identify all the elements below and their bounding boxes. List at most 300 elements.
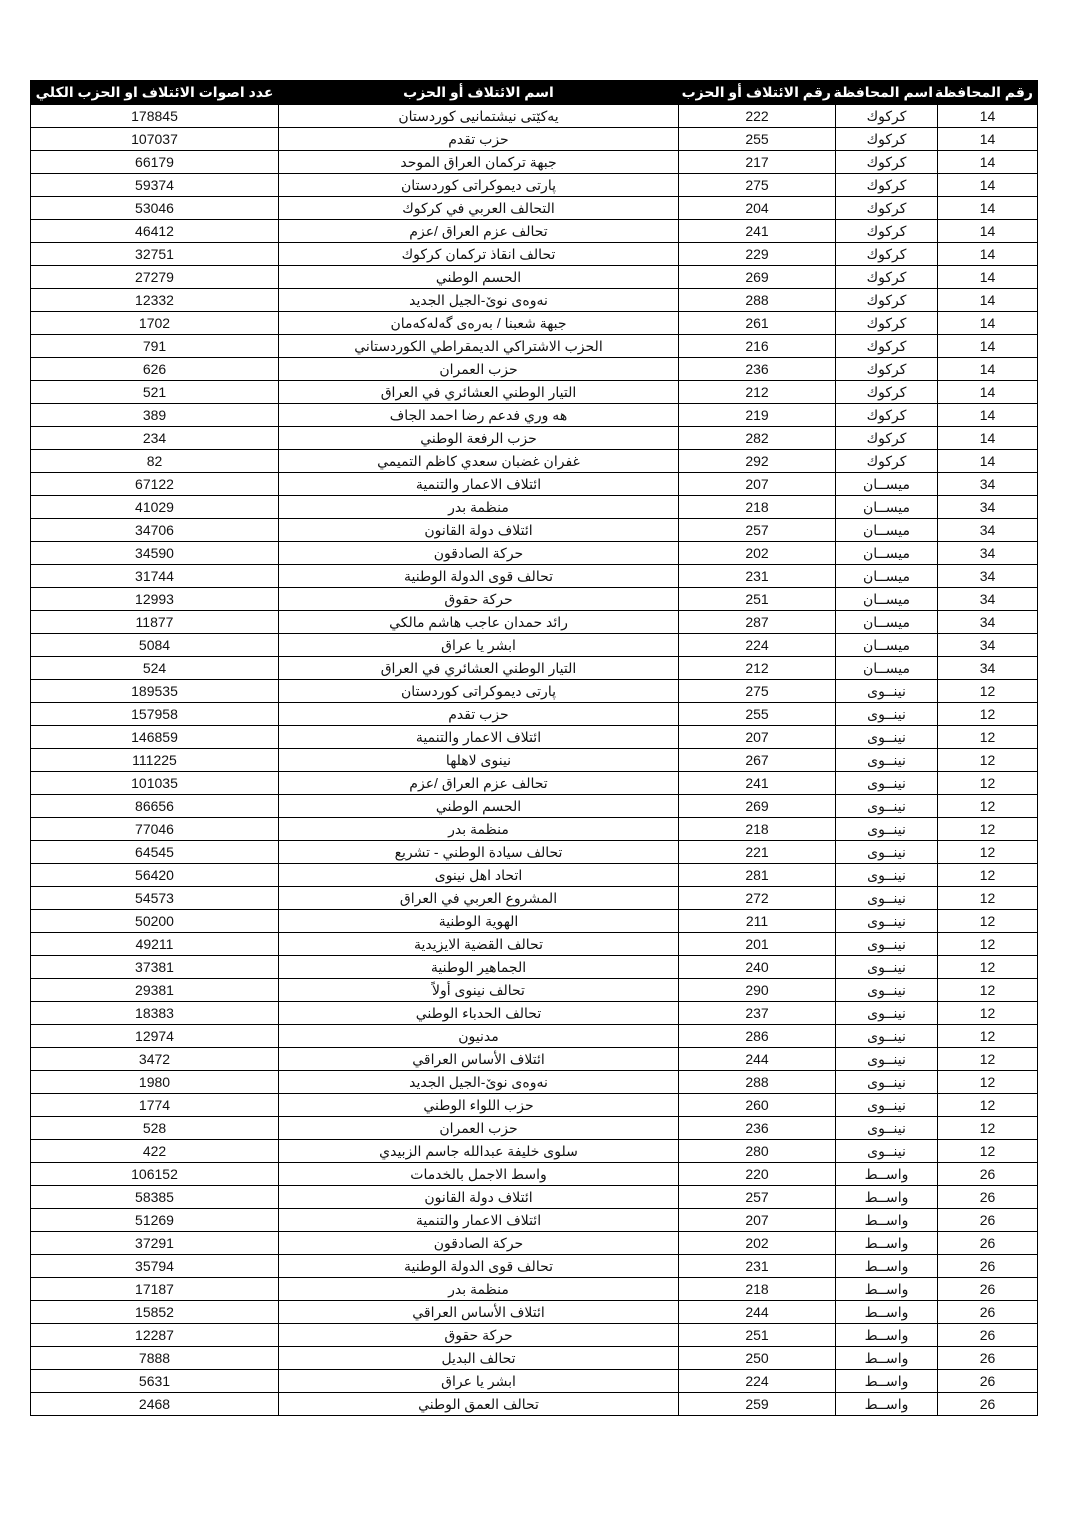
total-votes-cell: 34706: [31, 519, 279, 542]
table-row: [31, 197, 1038, 220]
party-number-cell: 240: [679, 956, 836, 979]
party-name-cell: الحسم الوطني: [279, 795, 679, 818]
election-results-table: [30, 80, 1038, 1416]
total-votes-cell: 31744: [31, 565, 279, 588]
governorate-number-cell: 12: [938, 979, 1038, 1002]
total-votes-cell: 12332: [31, 289, 279, 312]
governorate-name-cell: نينــوى: [836, 749, 938, 772]
governorate-number-cell: 14: [938, 266, 1038, 289]
governorate-number-cell: 34: [938, 496, 1038, 519]
party-name-cell: حركة حقوق: [279, 1324, 679, 1347]
party-name-cell: حزب العمران: [279, 358, 679, 381]
governorate-name-cell: ميســان: [836, 611, 938, 634]
governorate-number-cell: 12: [938, 703, 1038, 726]
governorate-name-cell: نينــوى: [836, 1002, 938, 1025]
governorate-name-cell: نينــوى: [836, 910, 938, 933]
table-row: [31, 519, 1038, 542]
party-name-cell: حزب تقدم: [279, 703, 679, 726]
governorate-name-cell: واســط: [836, 1347, 938, 1370]
party-number-cell: 212: [679, 381, 836, 404]
governorate-name-cell: كركوك: [836, 404, 938, 427]
governorate-name-cell: كركوك: [836, 381, 938, 404]
total-votes-cell: 12974: [31, 1025, 279, 1048]
governorate-name-cell: كركوك: [836, 312, 938, 335]
party-name-cell: تحالف انقاذ تركمان كركوك: [279, 243, 679, 266]
total-votes-cell: 528: [31, 1117, 279, 1140]
governorate-number-cell: 12: [938, 1071, 1038, 1094]
governorate-name-cell: نينــوى: [836, 818, 938, 841]
table-row: [31, 1094, 1038, 1117]
governorate-name-cell: كركوك: [836, 174, 938, 197]
party-number-cell: 275: [679, 174, 836, 197]
party-number-cell: 236: [679, 1117, 836, 1140]
governorate-name-cell: نينــوى: [836, 1048, 938, 1071]
party-name-cell: جبهة شعبنا / بەرەی گەلەکەمان: [279, 312, 679, 335]
governorate-number-cell: 14: [938, 128, 1038, 151]
governorate-number-cell: 12: [938, 841, 1038, 864]
table-row: [31, 749, 1038, 772]
party-number-cell: 222: [679, 105, 836, 128]
governorate-number-cell: 26: [938, 1186, 1038, 1209]
party-number-cell: 287: [679, 611, 836, 634]
governorate-name-cell: نينــوى: [836, 680, 938, 703]
total-votes-cell: 5631: [31, 1370, 279, 1393]
table-row: [31, 266, 1038, 289]
governorate-number-cell: 14: [938, 174, 1038, 197]
governorate-number-cell: 14: [938, 243, 1038, 266]
governorate-name-cell: كركوك: [836, 427, 938, 450]
party-number-cell: 221: [679, 841, 836, 864]
total-votes-cell: 34590: [31, 542, 279, 565]
total-votes-cell: 157958: [31, 703, 279, 726]
governorate-number-cell: 14: [938, 427, 1038, 450]
party-name-cell: تحالف عزم العراق /عزم: [279, 220, 679, 243]
table-row: [31, 979, 1038, 1002]
party-number-cell: 255: [679, 703, 836, 726]
governorate-number-cell: 12: [938, 1025, 1038, 1048]
governorate-number-cell: 34: [938, 611, 1038, 634]
total-votes-cell: 54573: [31, 887, 279, 910]
table-row: [31, 634, 1038, 657]
governorate-name-cell: كركوك: [836, 128, 938, 151]
party-name-cell: ائتلاف الاعمار والتنمية: [279, 726, 679, 749]
party-name-cell: حزب العمران: [279, 1117, 679, 1140]
table-row: [31, 450, 1038, 473]
party-name-cell: غفران غضبان سعدي كاظم التميمي: [279, 450, 679, 473]
governorate-name-cell: واســط: [836, 1370, 938, 1393]
governorate-number-cell: 12: [938, 818, 1038, 841]
table-row: [31, 151, 1038, 174]
governorate-name-cell: كركوك: [836, 358, 938, 381]
total-votes-cell: 17187: [31, 1278, 279, 1301]
governorate-name-cell: ميســان: [836, 542, 938, 565]
party-name-cell: سلوى خليفة عبدالله جاسم الزبيدي: [279, 1140, 679, 1163]
total-votes-cell: 106152: [31, 1163, 279, 1186]
party-number-cell: 211: [679, 910, 836, 933]
party-name-cell: التيار الوطني العشائري في العراق: [279, 657, 679, 680]
party-number-cell: 220: [679, 1163, 836, 1186]
table-row: [31, 1163, 1038, 1186]
table-row: [31, 887, 1038, 910]
total-votes-cell: 3472: [31, 1048, 279, 1071]
party-number-cell: 251: [679, 1324, 836, 1347]
party-number-cell: 275: [679, 680, 836, 703]
governorate-name-cell: ميســان: [836, 496, 938, 519]
party-name-cell: ائتلاف الاعمار والتنمية: [279, 473, 679, 496]
party-number-cell: 281: [679, 864, 836, 887]
governorate-name-cell: كركوك: [836, 289, 938, 312]
governorate-name-cell: نينــوى: [836, 841, 938, 864]
party-number-cell: 259: [679, 1393, 836, 1416]
party-name-cell: ائتلاف الأساس العراقي: [279, 1301, 679, 1324]
total-votes-cell: 7888: [31, 1347, 279, 1370]
party-number-cell: 269: [679, 266, 836, 289]
governorate-name-cell: واســط: [836, 1232, 938, 1255]
governorate-name-cell: واســط: [836, 1393, 938, 1416]
party-number-cell: 257: [679, 1186, 836, 1209]
party-name-cell: منظمة بدر: [279, 1278, 679, 1301]
party-number-cell: 244: [679, 1301, 836, 1324]
party-number-cell: 241: [679, 220, 836, 243]
total-votes-cell: 12993: [31, 588, 279, 611]
total-votes-cell: 107037: [31, 128, 279, 151]
party-name-cell: پارتی دیموکراتی کوردستان: [279, 680, 679, 703]
table-row: [31, 657, 1038, 680]
party-number-cell: 231: [679, 1255, 836, 1278]
governorate-name-cell: واســط: [836, 1324, 938, 1347]
governorate-name-cell: نينــوى: [836, 772, 938, 795]
governorate-name-cell: كركوك: [836, 335, 938, 358]
party-name-cell: ابشر يا عراق: [279, 1370, 679, 1393]
governorate-number-cell: 26: [938, 1163, 1038, 1186]
governorate-number-cell: 14: [938, 381, 1038, 404]
table-row: [31, 956, 1038, 979]
table-row: [31, 1025, 1038, 1048]
table-row: [31, 1370, 1038, 1393]
header-total-votes: عدد اصوات الائتلاف او الحزب الكلي: [31, 81, 279, 105]
results-sheet: [30, 80, 1037, 1416]
total-votes-cell: 111225: [31, 749, 279, 772]
governorate-number-cell: 12: [938, 864, 1038, 887]
party-number-cell: 224: [679, 634, 836, 657]
table-row: [31, 841, 1038, 864]
governorate-number-cell: 12: [938, 1002, 1038, 1025]
party-name-cell: حزب تقدم: [279, 128, 679, 151]
party-number-cell: 217: [679, 151, 836, 174]
party-name-cell: حركة حقوق: [279, 588, 679, 611]
total-votes-cell: 146859: [31, 726, 279, 749]
governorate-name-cell: كركوك: [836, 220, 938, 243]
governorate-name-cell: واســط: [836, 1163, 938, 1186]
party-number-cell: 255: [679, 128, 836, 151]
party-name-cell: ائتلاف الاعمار والتنمية: [279, 1209, 679, 1232]
table-row: [31, 1393, 1038, 1416]
total-votes-cell: 1702: [31, 312, 279, 335]
total-votes-cell: 791: [31, 335, 279, 358]
party-name-cell: تحالف القضية الايزيدية: [279, 933, 679, 956]
party-number-cell: 261: [679, 312, 836, 335]
table-row: [31, 1048, 1038, 1071]
governorate-name-cell: كركوك: [836, 105, 938, 128]
party-name-cell: نەوەی نوێ-الجيل الجديد: [279, 289, 679, 312]
party-number-cell: 251: [679, 588, 836, 611]
party-number-cell: 288: [679, 289, 836, 312]
governorate-number-cell: 12: [938, 933, 1038, 956]
header-governorate-number: رقم المحافظة: [938, 81, 1038, 105]
governorate-name-cell: واســط: [836, 1186, 938, 1209]
governorate-number-cell: 14: [938, 335, 1038, 358]
governorate-name-cell: كركوك: [836, 243, 938, 266]
party-name-cell: نەوەی نوێ-الجيل الجديد: [279, 1071, 679, 1094]
total-votes-cell: 82: [31, 450, 279, 473]
table-row: [31, 1301, 1038, 1324]
party-number-cell: 241: [679, 772, 836, 795]
total-votes-cell: 77046: [31, 818, 279, 841]
table-row: [31, 128, 1038, 151]
party-name-cell: المشروع العربي في العراق: [279, 887, 679, 910]
table-row: [31, 1140, 1038, 1163]
party-name-cell: ائتلاف دولة القانون: [279, 1186, 679, 1209]
party-number-cell: 207: [679, 1209, 836, 1232]
total-votes-cell: 53046: [31, 197, 279, 220]
total-votes-cell: 389: [31, 404, 279, 427]
governorate-number-cell: 34: [938, 588, 1038, 611]
table-row: [31, 565, 1038, 588]
party-number-cell: 280: [679, 1140, 836, 1163]
governorate-number-cell: 14: [938, 289, 1038, 312]
party-number-cell: 201: [679, 933, 836, 956]
party-name-cell: تحالف قوى الدولة الوطنية: [279, 565, 679, 588]
governorate-name-cell: كركوك: [836, 151, 938, 174]
party-name-cell: تحالف العمق الوطني: [279, 1393, 679, 1416]
party-name-cell: ائتلاف دولة القانون: [279, 519, 679, 542]
party-name-cell: الجماهير الوطنية: [279, 956, 679, 979]
governorate-number-cell: 26: [938, 1209, 1038, 1232]
party-number-cell: 224: [679, 1370, 836, 1393]
party-number-cell: 260: [679, 1094, 836, 1117]
party-number-cell: 218: [679, 1278, 836, 1301]
table-row: [31, 1002, 1038, 1025]
governorate-number-cell: 14: [938, 105, 1038, 128]
table-row: [31, 312, 1038, 335]
header-party-number: رقم الائتلاف أو الحزب: [679, 81, 836, 105]
total-votes-cell: 67122: [31, 473, 279, 496]
party-name-cell: تحالف نينوى أولاً: [279, 979, 679, 1002]
party-name-cell: حزب اللواء الوطني: [279, 1094, 679, 1117]
table-row: [31, 795, 1038, 818]
governorate-number-cell: 34: [938, 542, 1038, 565]
total-votes-cell: 56420: [31, 864, 279, 887]
party-number-cell: 237: [679, 1002, 836, 1025]
total-votes-cell: 58385: [31, 1186, 279, 1209]
total-votes-cell: 422: [31, 1140, 279, 1163]
governorate-name-cell: نينــوى: [836, 864, 938, 887]
total-votes-cell: 32751: [31, 243, 279, 266]
governorate-number-cell: 26: [938, 1278, 1038, 1301]
total-votes-cell: 189535: [31, 680, 279, 703]
governorate-number-cell: 12: [938, 887, 1038, 910]
table-row: [31, 1255, 1038, 1278]
party-name-cell: یەکێتی نیشتمانیی کوردستان: [279, 105, 679, 128]
governorate-name-cell: ميســان: [836, 657, 938, 680]
governorate-name-cell: ميســان: [836, 588, 938, 611]
party-number-cell: 207: [679, 473, 836, 496]
total-votes-cell: 11877: [31, 611, 279, 634]
party-name-cell: حركة الصادقون: [279, 542, 679, 565]
total-votes-cell: 12287: [31, 1324, 279, 1347]
party-number-cell: 288: [679, 1071, 836, 1094]
total-votes-cell: 27279: [31, 266, 279, 289]
total-votes-cell: 46412: [31, 220, 279, 243]
party-name-cell: رائد حمدان عاجب هاشم مالكي: [279, 611, 679, 634]
party-name-cell: ابشر يا عراق: [279, 634, 679, 657]
total-votes-cell: 37291: [31, 1232, 279, 1255]
governorate-name-cell: ميســان: [836, 473, 938, 496]
governorate-name-cell: كركوك: [836, 450, 938, 473]
table-row: [31, 1209, 1038, 1232]
party-number-cell: 212: [679, 657, 836, 680]
total-votes-cell: 1774: [31, 1094, 279, 1117]
governorate-number-cell: 12: [938, 726, 1038, 749]
table-row: [31, 680, 1038, 703]
governorate-name-cell: كركوك: [836, 266, 938, 289]
table-row: [31, 1278, 1038, 1301]
governorate-name-cell: نينــوى: [836, 933, 938, 956]
party-name-cell: منظمة بدر: [279, 496, 679, 519]
party-name-cell: الهوية الوطنية: [279, 910, 679, 933]
table-row: [31, 933, 1038, 956]
governorate-name-cell: واســط: [836, 1278, 938, 1301]
party-number-cell: 204: [679, 197, 836, 220]
total-votes-cell: 59374: [31, 174, 279, 197]
total-votes-cell: 51269: [31, 1209, 279, 1232]
governorate-number-cell: 14: [938, 450, 1038, 473]
party-number-cell: 290: [679, 979, 836, 1002]
table-row: [31, 289, 1038, 312]
governorate-number-cell: 14: [938, 358, 1038, 381]
governorate-number-cell: 26: [938, 1370, 1038, 1393]
governorate-name-cell: واســط: [836, 1255, 938, 1278]
governorate-number-cell: 14: [938, 404, 1038, 427]
party-number-cell: 231: [679, 565, 836, 588]
governorate-name-cell: نينــوى: [836, 1140, 938, 1163]
table-row: [31, 427, 1038, 450]
governorate-name-cell: ميســان: [836, 519, 938, 542]
party-number-cell: 250: [679, 1347, 836, 1370]
party-number-cell: 218: [679, 496, 836, 519]
party-name-cell: اتحاد اهل نينوى: [279, 864, 679, 887]
party-number-cell: 267: [679, 749, 836, 772]
governorate-number-cell: 12: [938, 956, 1038, 979]
governorate-name-cell: نينــوى: [836, 795, 938, 818]
total-votes-cell: 521: [31, 381, 279, 404]
table-row: [31, 404, 1038, 427]
party-name-cell: واسط الاجمل بالخدمات: [279, 1163, 679, 1186]
total-votes-cell: 5084: [31, 634, 279, 657]
total-votes-cell: 178845: [31, 105, 279, 128]
total-votes-cell: 626: [31, 358, 279, 381]
party-name-cell: حركة الصادقون: [279, 1232, 679, 1255]
header-governorate-name: اسم المحافظة: [836, 81, 938, 105]
governorate-number-cell: 26: [938, 1232, 1038, 1255]
party-name-cell: مدنيون: [279, 1025, 679, 1048]
party-name-cell: تحالف البديل: [279, 1347, 679, 1370]
governorate-number-cell: 26: [938, 1255, 1038, 1278]
total-votes-cell: 2468: [31, 1393, 279, 1416]
party-number-cell: 272: [679, 887, 836, 910]
governorate-number-cell: 34: [938, 565, 1038, 588]
governorate-number-cell: 34: [938, 657, 1038, 680]
governorate-name-cell: نينــوى: [836, 1071, 938, 1094]
party-name-cell: منظمة بدر: [279, 818, 679, 841]
total-votes-cell: 86656: [31, 795, 279, 818]
table-row: [31, 1232, 1038, 1255]
party-number-cell: 202: [679, 542, 836, 565]
table-row: [31, 726, 1038, 749]
table-row: [31, 588, 1038, 611]
governorate-name-cell: كركوك: [836, 197, 938, 220]
table-row: [31, 703, 1038, 726]
table-row: [31, 772, 1038, 795]
table-row: [31, 1347, 1038, 1370]
party-number-cell: 216: [679, 335, 836, 358]
governorate-number-cell: 34: [938, 473, 1038, 496]
governorate-number-cell: 12: [938, 749, 1038, 772]
governorate-number-cell: 12: [938, 1117, 1038, 1140]
total-votes-cell: 41029: [31, 496, 279, 519]
table-row: [31, 473, 1038, 496]
total-votes-cell: 37381: [31, 956, 279, 979]
governorate-number-cell: 12: [938, 795, 1038, 818]
table-row: [31, 220, 1038, 243]
governorate-number-cell: 26: [938, 1301, 1038, 1324]
table-row: [31, 174, 1038, 197]
total-votes-cell: 29381: [31, 979, 279, 1002]
party-name-cell: الحسم الوطني: [279, 266, 679, 289]
total-votes-cell: 1980: [31, 1071, 279, 1094]
governorate-number-cell: 14: [938, 220, 1038, 243]
table-row: [31, 542, 1038, 565]
party-name-cell: تحالف قوى الدولة الوطنية: [279, 1255, 679, 1278]
party-number-cell: 269: [679, 795, 836, 818]
governorate-number-cell: 34: [938, 634, 1038, 657]
governorate-number-cell: 12: [938, 1048, 1038, 1071]
governorate-name-cell: نينــوى: [836, 1117, 938, 1140]
total-votes-cell: 18383: [31, 1002, 279, 1025]
table-row: [31, 1324, 1038, 1347]
governorate-number-cell: 12: [938, 680, 1038, 703]
governorate-name-cell: ميســان: [836, 634, 938, 657]
governorate-name-cell: نينــوى: [836, 1094, 938, 1117]
total-votes-cell: 49211: [31, 933, 279, 956]
governorate-name-cell: نينــوى: [836, 887, 938, 910]
party-name-cell: نينوى لاهلها: [279, 749, 679, 772]
party-name-cell: تحالف سيادة الوطني - تشريع: [279, 841, 679, 864]
table-row: [31, 243, 1038, 266]
table-body: [31, 105, 1038, 1416]
table-row: [31, 910, 1038, 933]
party-number-cell: 244: [679, 1048, 836, 1071]
total-votes-cell: 35794: [31, 1255, 279, 1278]
party-number-cell: 207: [679, 726, 836, 749]
total-votes-cell: 66179: [31, 151, 279, 174]
party-number-cell: 202: [679, 1232, 836, 1255]
party-number-cell: 292: [679, 450, 836, 473]
table-row: [31, 105, 1038, 128]
party-name-cell: ائتلاف الأساس العراقي: [279, 1048, 679, 1071]
governorate-number-cell: 12: [938, 910, 1038, 933]
governorate-number-cell: 34: [938, 519, 1038, 542]
